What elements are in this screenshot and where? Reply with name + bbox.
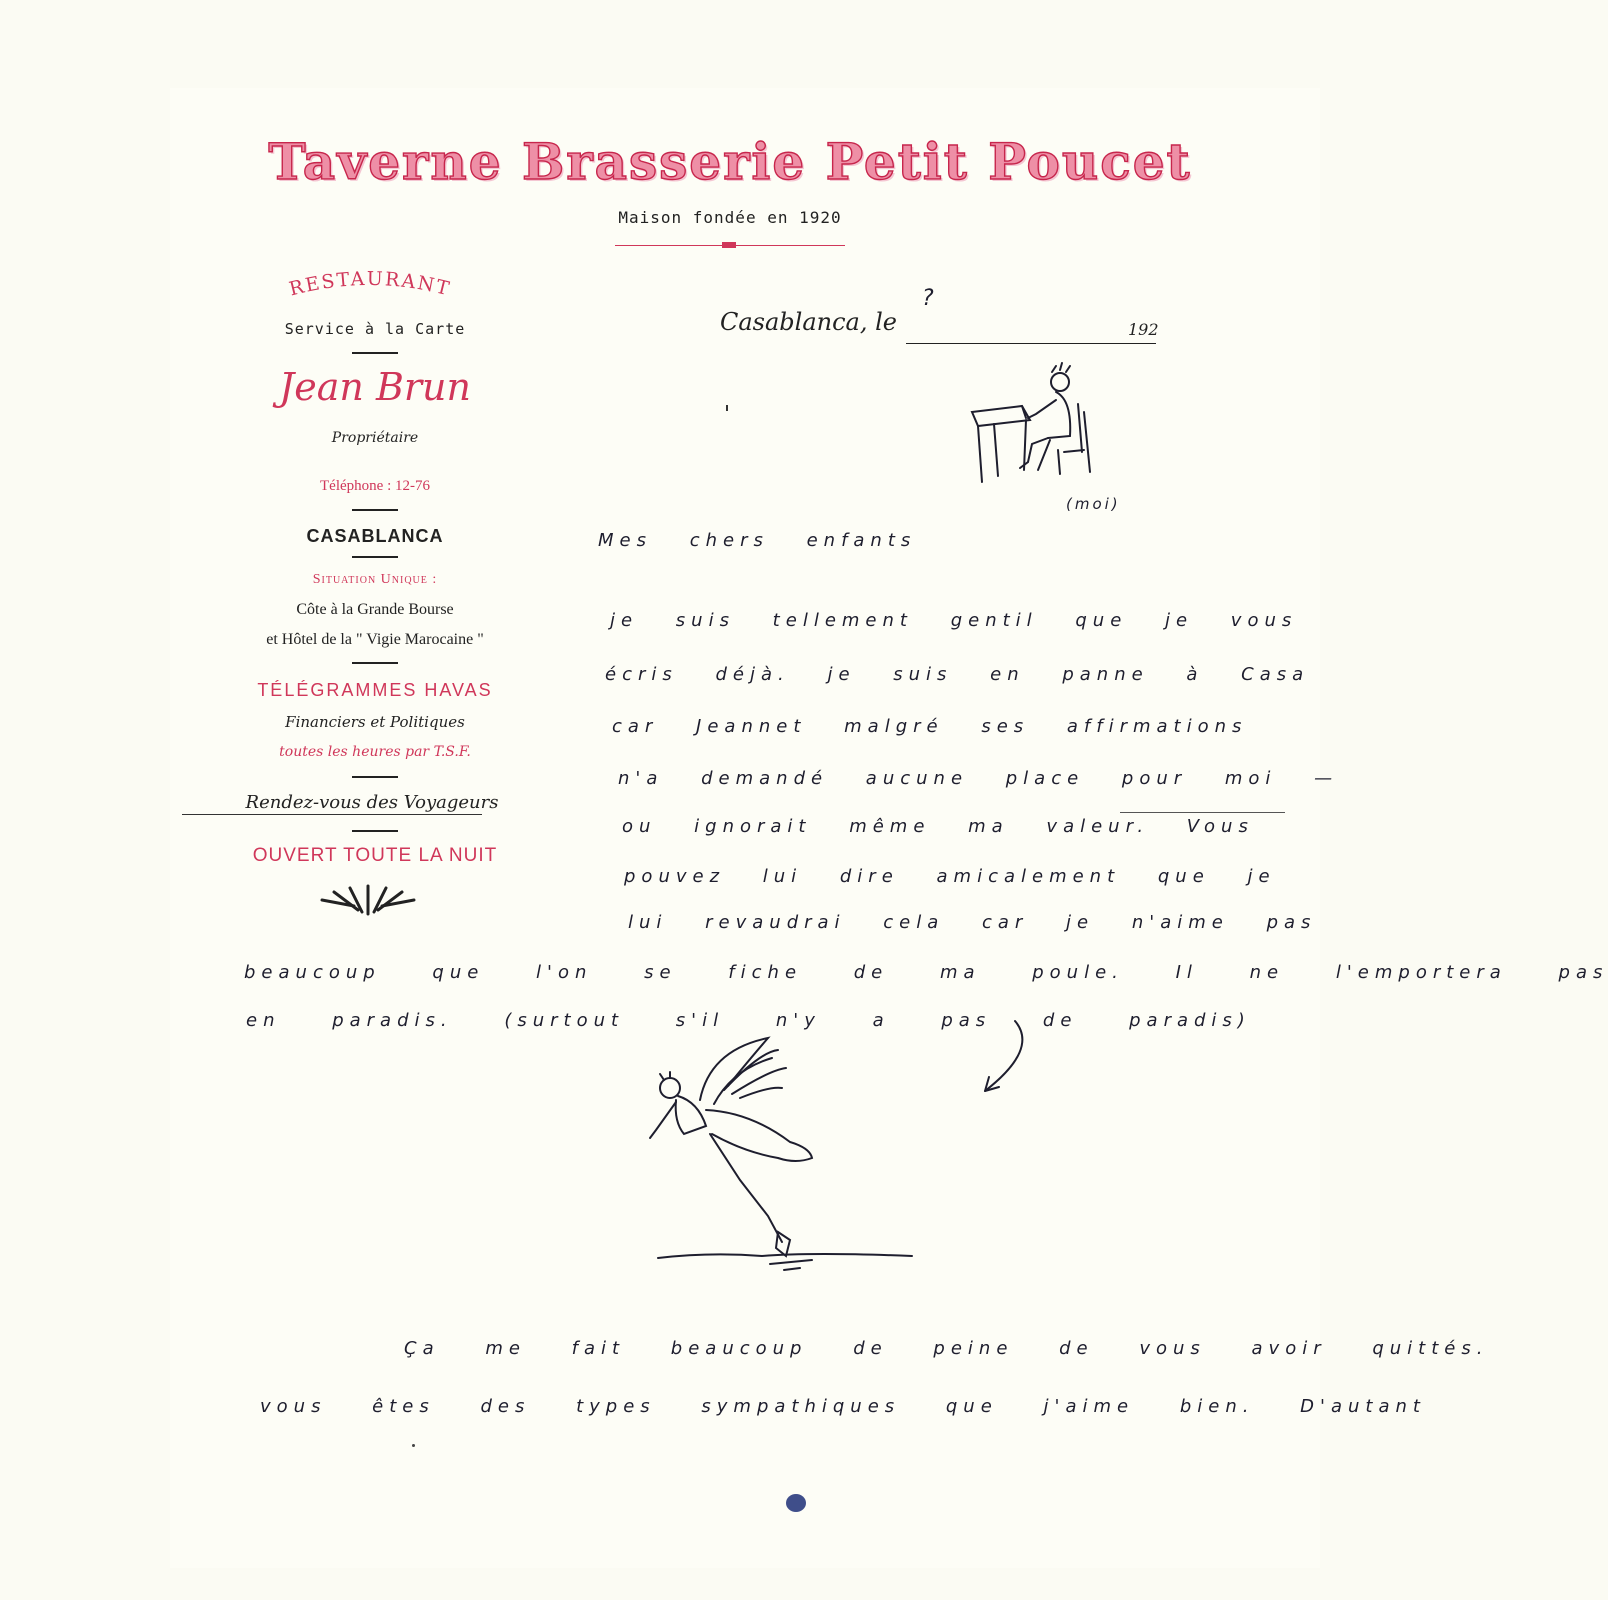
divider <box>352 662 398 664</box>
location-line-2: et Hôtel de la " Vigie Marocaine " <box>266 631 484 648</box>
owner-name: Jean Brun <box>279 365 471 409</box>
letter-line: écris déjà. je suis en panne à Casa <box>605 664 1310 685</box>
owner-role: Propriétaire <box>331 430 419 446</box>
svg-text:RESTAURANT <box>287 268 453 301</box>
letter-line: n'a demandé aucune place pour moi — <box>618 768 1339 789</box>
letter-line: lui revaudrai cela car je n'aime pas <box>628 912 1317 933</box>
ink-dot <box>726 405 728 411</box>
divider <box>352 509 398 511</box>
letter-line: beaucoup que l'on se fiche de ma poule. Il ne l'emportera pas <box>244 962 1608 983</box>
letter-line: car Jeannet malgré ses affirmations <box>612 716 1248 737</box>
arrow-icon <box>975 1015 1045 1100</box>
ink-dot <box>412 1444 415 1447</box>
location-line-1: Côte à la Grande Bourse <box>296 601 454 618</box>
service-label: Service à la Carte <box>284 320 466 338</box>
self-at-desk-sketch <box>960 360 1110 490</box>
telegrams-frequency: toutes les heures par T.S.F. <box>279 744 471 760</box>
divider <box>352 830 398 832</box>
date-line <box>906 343 1156 344</box>
restaurant-label: RESTAURANT <box>286 267 454 301</box>
meeting-underline <box>182 814 482 815</box>
telegrams-title: TÉLÉGRAMMES HAVAS <box>257 680 493 700</box>
telephone: Téléphone : 12-76 <box>320 478 430 494</box>
closing-line: vous êtes des types sympathiques que j'aime bien. D'autant <box>260 1396 1426 1417</box>
place-date-label: Casablanca, le <box>720 308 897 336</box>
situation-label: Situation Unique : <box>312 572 438 587</box>
date-mark: ? <box>922 286 940 311</box>
ink-blot <box>786 1494 806 1512</box>
letter-line: pouvez lui dire amicalement que je <box>624 866 1276 887</box>
letterhead-title: Taverne Brasserie Petit Poucet <box>268 132 1192 191</box>
meeting-label: Rendez-vous des Voyageurs <box>245 792 499 813</box>
open-all-night: OUVERT TOUTE LA NUIT <box>252 845 498 866</box>
self-caption: (moi) <box>1066 495 1121 513</box>
year-prefix: 192 <box>1128 320 1159 339</box>
letter-line: je suis tellement gentil que je vous <box>610 610 1298 631</box>
divider <box>352 776 398 778</box>
angel-sketch <box>640 1030 930 1280</box>
salutation: Mes chers enfants <box>598 530 917 551</box>
divider <box>352 352 398 354</box>
restaurant-arc-label <box>250 262 490 312</box>
letterhead-subtitle: Maison fondée en 1920 <box>618 208 842 227</box>
sunburst-ornament <box>318 880 418 918</box>
letter-line: ou ignorait même ma valeur. Vous <box>622 816 1254 837</box>
letter-line: en paradis. (surtout s'il n'y a pas de paradis) <box>246 1010 1251 1031</box>
closing-line: Ça me fait beaucoup de peine de vous avoir quittés. <box>404 1338 1489 1359</box>
city: CASABLANCA <box>306 526 444 546</box>
subtitle-rule-ornament <box>722 242 736 248</box>
divider <box>352 556 398 558</box>
telegrams-subtitle: Financiers et Politiques <box>285 713 465 731</box>
strike-line <box>1120 812 1285 813</box>
